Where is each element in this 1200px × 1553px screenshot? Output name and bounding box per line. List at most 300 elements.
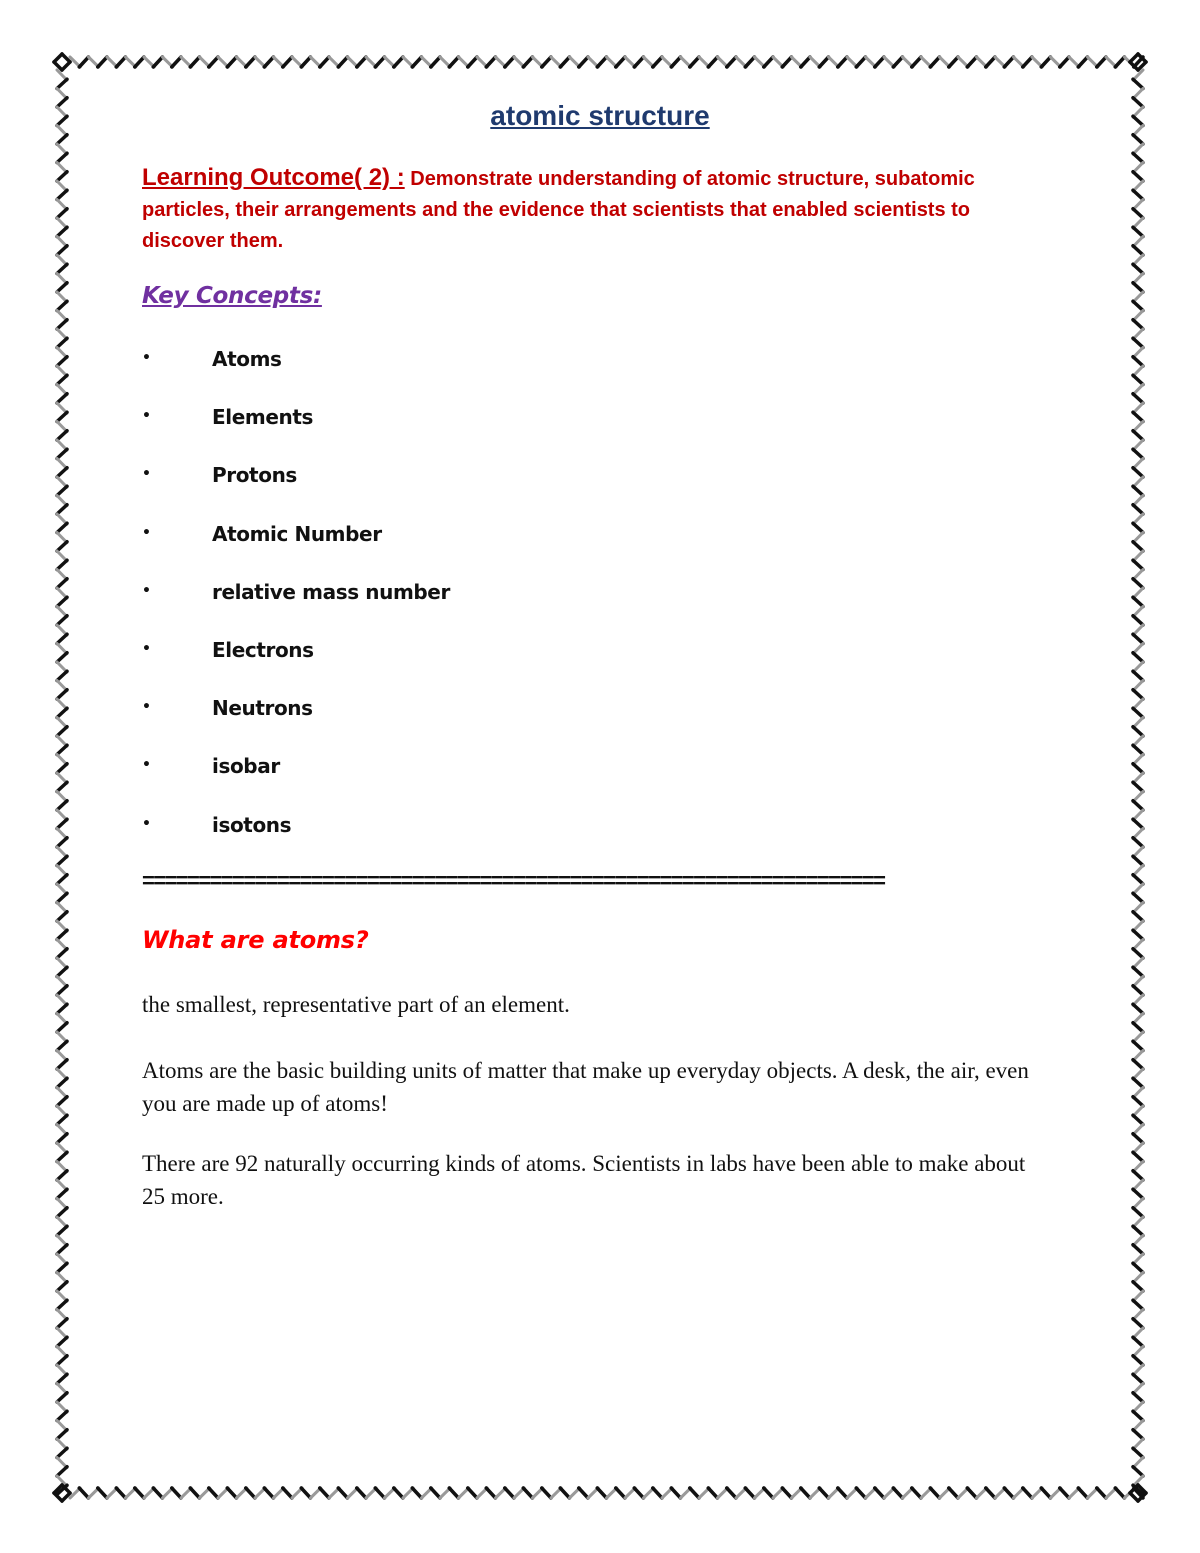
border-segment [1133,89,1143,99]
border-segment [597,57,606,67]
border-segment [1138,1485,1146,1493]
border-segment [348,57,358,67]
border-segment [57,1310,67,1320]
border-segment [57,1088,67,1098]
border-segment [57,1485,67,1494]
border-segment [412,57,421,67]
border-segment [607,1488,617,1498]
border-segment [1133,311,1143,321]
border-segment [718,1488,728,1498]
border-segment [1133,1162,1143,1172]
border-segment [551,57,561,67]
border-segment [875,1488,884,1498]
border-segment [477,57,487,67]
border-segment [1133,514,1143,524]
border-segment [1133,320,1143,329]
border-segment [320,1488,329,1498]
border-segment [856,57,865,67]
border-segment [57,79,67,88]
border-segment [57,1199,67,1209]
border-segment [57,958,67,968]
border-segment [57,699,67,709]
border-segment [1133,1263,1143,1272]
border-segment [792,1488,802,1498]
border-segment [505,57,514,67]
border-segment [653,57,662,67]
border-segment [782,57,791,67]
border-segment [144,1488,154,1498]
border-segment [1133,1004,1143,1013]
border-segment [1138,54,1146,62]
border-segment [1133,1273,1143,1283]
border-segment [1014,57,1024,67]
border-segment [1133,227,1143,236]
border-segment [1133,218,1143,228]
border-segment [57,708,67,717]
border-segment [57,736,67,746]
border-segment [57,1337,67,1346]
border-segment [57,819,67,828]
border-segment [57,986,67,995]
border-segment [283,57,292,67]
border-segment [810,1488,820,1498]
border-segment [135,1488,144,1498]
border-segment [1134,57,1143,67]
border-segment [1133,394,1143,403]
border-segment [57,311,67,321]
border-segment [57,403,67,413]
border-segment [1133,486,1143,495]
border-segment [1032,57,1042,67]
border-segment [57,477,67,487]
border-segment [163,57,173,67]
border-segment [57,597,67,606]
border-segment [1133,283,1143,292]
border-segment [116,1488,125,1498]
border-segment [1133,357,1143,366]
border-segment [246,57,255,67]
border-segment [264,57,273,67]
border-segment [1078,1488,1087,1498]
border-segment [57,459,67,469]
border-segment [449,57,458,67]
bullet-icon: • [142,757,151,774]
bullet-icon: • [142,466,151,483]
border-segment [237,1488,247,1498]
border-segment [57,560,67,569]
border-segment [57,366,67,376]
border-segment [1133,1078,1143,1087]
border-segment [135,57,144,67]
border-segment [468,1488,477,1498]
border-segment [375,57,384,67]
border-segment [57,570,67,580]
border-segment [57,690,67,699]
border-segment [54,62,62,70]
border-segment [57,542,67,551]
border-segment [1133,1365,1143,1375]
border-segment [810,57,820,67]
border-segment [1133,329,1143,339]
border-segment [1097,57,1106,67]
border-segment [57,921,67,931]
border-segment [967,1488,976,1498]
border-segment [1133,801,1143,810]
learning-outcome [142,162,1022,257]
border-segment [1138,1493,1146,1501]
border-segment [699,57,709,67]
border-segment [1014,1488,1024,1498]
border-segment [172,57,181,67]
border-segment [172,1488,181,1498]
border-segment [1088,57,1098,67]
border-segment [930,57,939,67]
border-segment [1133,847,1143,857]
border-segment [57,209,67,218]
border-segment [1133,1439,1143,1449]
border-segment [57,949,67,958]
border-segment [57,1263,67,1272]
border-segment [54,1485,62,1493]
border-segment [57,671,67,680]
border-segment [57,496,67,506]
border-segment [1130,62,1138,70]
border-segment [57,893,67,902]
border-segment [57,338,67,347]
border-segment [866,57,876,67]
border-segment [967,57,976,67]
border-segment [57,1291,67,1301]
border-segment [1130,54,1138,62]
border-segment [57,912,67,921]
section-heading: What are atoms? [142,926,369,954]
border-segment [1133,755,1143,765]
border-segment [357,57,366,67]
border-segment [57,1402,67,1412]
border-segment [671,57,680,67]
border-segment [801,57,810,67]
border-segment [57,533,67,543]
border-segment [1133,1421,1143,1431]
border-segment [1133,1254,1143,1264]
border-segment [1133,144,1143,154]
list-item [142,458,450,516]
border-segment [1133,616,1143,625]
border-segment [1133,736,1143,746]
border-segment [57,930,67,939]
border-segment [57,755,67,765]
border-segment [1133,172,1143,181]
border-segment [542,1488,551,1498]
border-segment [181,57,191,67]
border-segment [690,57,699,67]
border-segment [884,57,894,67]
border-segment [1133,1069,1143,1079]
border-segment [1133,773,1143,783]
border-segment [311,1488,321,1498]
border-segment [1133,385,1143,395]
border-segment [338,1488,347,1498]
border-segment [644,1488,654,1498]
border-segment [89,57,99,67]
border-segment [57,172,67,181]
border-segment [57,70,67,80]
border-segment [431,57,440,67]
border-segment [57,903,67,913]
border-segment [57,329,67,339]
concept-text: Protons [212,463,297,488]
border-segment [1133,1226,1143,1235]
border-segment [1133,1282,1143,1291]
border-segment [1133,79,1143,88]
border-segment [829,1488,839,1498]
border-segment [57,977,67,987]
border-segment [1133,366,1143,376]
border-segment [57,884,67,894]
border-segment [57,579,67,588]
border-segment [57,1430,67,1439]
border-segment [57,1208,67,1217]
border-segment [57,1393,67,1402]
border-segment [912,57,921,67]
border-segment [98,57,107,67]
border-segment [1133,819,1143,828]
border-segment [847,57,857,67]
border-segment [1133,560,1143,569]
bullet-icon: • [142,524,151,541]
list-item [142,575,450,633]
border-segment [1133,468,1143,477]
border-segment [1133,422,1143,432]
border-segment [764,57,773,67]
border-segment [875,57,884,67]
key-concepts-heading: Key Concepts: [142,283,322,309]
bullet-icon: • [142,640,151,657]
border-segment [57,792,67,802]
border-segment [394,1488,403,1498]
border-segment [57,255,67,265]
border-segment [958,1488,968,1498]
border-segment [153,1488,162,1498]
border-segment [644,57,654,67]
border-segment [403,57,413,67]
border-segment [1133,292,1143,302]
bullet-icon: • [142,699,151,716]
border-segment [57,551,67,561]
border-segment [1133,301,1143,310]
concept-text: Neutrons [212,696,313,721]
border-segment [57,1217,67,1227]
border-segment [560,57,569,67]
border-segment [1133,1014,1143,1024]
border-segment [57,1448,67,1457]
border-segment [1133,1310,1143,1320]
border-segment [1133,829,1143,839]
border-segment [1133,1152,1143,1161]
list-item [142,517,450,575]
border-segment [1133,70,1143,80]
border-segment [1133,1115,1143,1124]
border-segment [57,320,67,329]
border-segment [57,1014,67,1024]
border-segment [57,514,67,524]
border-segment [54,54,62,62]
border-segment [699,1488,709,1498]
border-segment [116,57,125,67]
border-segment [616,57,625,67]
border-segment [57,181,67,191]
border-segment [1133,570,1143,580]
border-segment [57,440,67,450]
border-segment [1133,1430,1143,1439]
border-segment [1133,440,1143,450]
border-segment [1133,903,1143,913]
border-segment [440,57,450,67]
border-segment [57,505,67,514]
border-segment [227,57,236,67]
border-segment [57,866,67,876]
border-segment [1133,181,1143,191]
border-segment [274,57,284,67]
border-segment [126,57,136,67]
bullet-icon: • [142,408,151,425]
concept-text: relative mass number [212,579,450,604]
border-segment [1133,1411,1143,1420]
border-segment [588,1488,598,1498]
border-segment [57,1226,67,1235]
border-segment [977,57,987,67]
border-segment [1133,1088,1143,1098]
border-segment [1115,57,1124,67]
border-segment [57,385,67,395]
border-segment [1133,412,1143,421]
border-segment [57,486,67,495]
border-segment [1133,1347,1143,1357]
border-segment [903,1488,913,1498]
border-segment [57,301,67,310]
border-segment [412,1488,421,1498]
border-segment [930,1488,939,1498]
border-segment [690,1488,699,1498]
border-segment [57,856,67,865]
border-segment [57,801,67,810]
border-segment [1133,912,1143,921]
border-segment [1133,190,1143,199]
border-segment [57,357,67,366]
border-segment [459,1488,469,1498]
border-segment [1078,57,1087,67]
border-segment [1133,949,1143,958]
border-segment [1133,1134,1143,1143]
border-segment [1097,1488,1106,1498]
border-segment [329,57,339,67]
border-segment [533,1488,543,1498]
border-segment [107,57,117,67]
border-segment [977,1488,987,1498]
border-segment [385,57,395,67]
border-segment [57,1152,67,1161]
border-segment [1133,1356,1143,1365]
border-segment [57,1356,67,1365]
border-segment [1133,718,1143,728]
border-segment [366,1488,376,1498]
concept-text: Electrons [212,637,314,662]
border-segment [1133,644,1143,654]
border-segment [736,1488,746,1498]
border-segment [653,1488,662,1498]
border-segment [301,57,310,67]
border-segment [1133,237,1143,247]
list-item [142,749,450,807]
border-segment [1133,653,1143,662]
border-segment [1133,1236,1143,1246]
border-segment [338,57,347,67]
border-segment [755,57,765,67]
border-segment [62,62,70,70]
border-segment [57,588,67,598]
border-segment [1133,1051,1143,1061]
border-segment [255,1488,265,1498]
border-segment [1133,348,1143,358]
border-segment [1133,930,1143,939]
border-segment [1133,1467,1143,1476]
border-segment [255,57,265,67]
border-segment [57,1365,67,1375]
border-segment [79,1488,88,1498]
bullet-icon: • [142,350,151,366]
border-segment [57,1097,67,1106]
border-segment [1133,1319,1143,1328]
border-segment [1133,135,1143,144]
learning-outcome-text: Demonstrate understanding of atomic structure, subatomic particles, their arrangements and the evidence that scientists that enabled scientists to discover them. [142,168,975,252]
border-segment [949,57,958,67]
border-segment [57,718,67,728]
border-segment [57,1421,67,1431]
border-segment [181,1488,191,1498]
border-segment [893,1488,902,1498]
border-segment [560,1488,569,1498]
border-segment [62,1485,70,1493]
border-segment [1133,634,1143,643]
border-segment [792,57,802,67]
border-segment [755,1488,765,1498]
border-segment [681,57,691,67]
border-segment [57,237,67,247]
separator-line: ================================================================== [142,868,885,893]
border-segment [1133,1208,1143,1217]
border-segment [1133,597,1143,606]
border-segment [329,1488,339,1498]
border-segment [1133,1337,1143,1346]
border-segment [57,163,67,173]
border-segment [57,1004,67,1013]
border-segment [671,1488,680,1498]
paragraph: There are 92 naturally occurring kinds of atoms. Scientists in labs have been able to make about 25 more. [142,1151,1026,1209]
border-segment [57,745,67,754]
border-segment [57,218,67,228]
border-segment [1133,764,1143,773]
border-segment [1133,1374,1143,1383]
border-segment [662,57,672,67]
border-segment [57,634,67,643]
border-segment [57,190,67,199]
border-segment [1133,1217,1143,1227]
border-segment [431,1488,440,1498]
border-segment [912,1488,921,1498]
border-segment [1133,1328,1143,1338]
border-segment [579,57,588,67]
border-segment [1133,866,1143,876]
